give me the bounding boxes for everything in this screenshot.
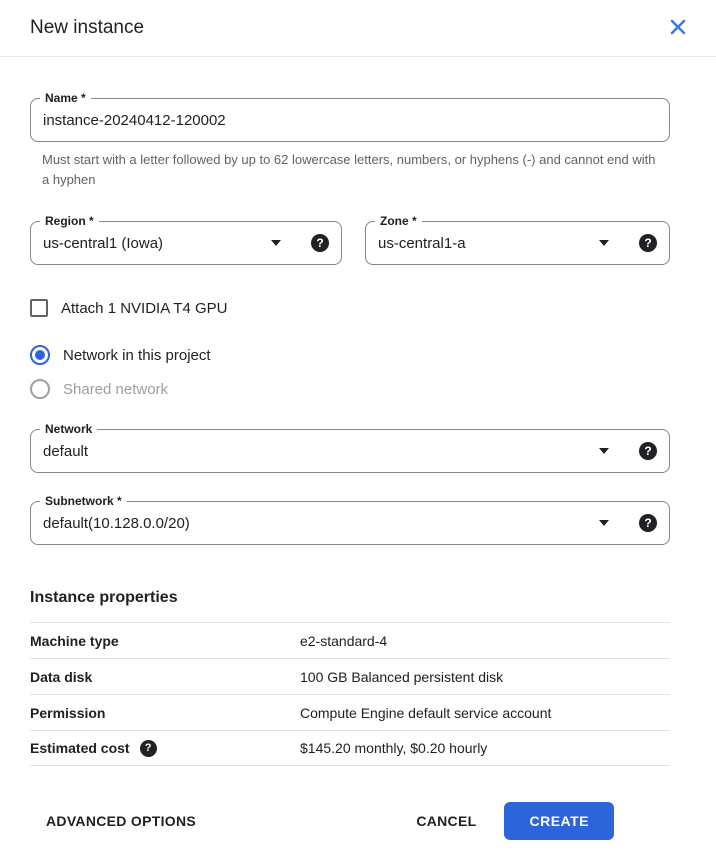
network-selected-value: default [43,442,89,460]
property-label: Data disk [30,668,93,685]
region-help-icon[interactable]: ? [311,234,329,252]
chevron-down-icon [599,448,609,454]
close-button[interactable] [664,14,692,42]
region-select[interactable] [30,214,342,265]
dialog-body [0,91,716,840]
dialog-header [0,0,716,57]
network-radio-group [30,345,670,399]
subnetwork-select-label: Subnetwork * [40,493,127,509]
region-selected-value: us-central1 (Iowa) [43,234,164,252]
property-value: 100 GB Balanced persistent disk [300,668,504,685]
network-select[interactable] [30,422,670,473]
estimated-cost-help-icon[interactable]: ? [140,740,157,757]
create-button[interactable]: CREATE [504,802,614,840]
table-row [30,730,670,766]
subnetwork-help-icon[interactable]: ? [639,514,657,532]
subnetwork-selected-value: default(10.128.0.0/20) [43,514,190,532]
name-field-label: Name * [40,90,91,106]
radio-label: Network in this project [63,346,211,364]
region-zone-row [30,214,670,265]
radio-label: Shared network [63,380,169,398]
dialog-footer [30,802,670,840]
radio-shared-network[interactable] [30,379,670,399]
instance-properties-heading: Instance properties [30,589,178,606]
radio-selected-icon [30,345,50,365]
table-row [30,694,670,730]
network-help-icon[interactable]: ? [639,442,657,460]
name-field [30,91,670,142]
instance-properties-table [30,622,670,766]
subnetwork-select[interactable] [30,494,670,545]
property-value: e2-standard-4 [300,632,388,649]
region-select-label: Region * [40,213,99,229]
chevron-down-icon [599,520,609,526]
network-select-label: Network [40,421,97,437]
property-label: Permission [30,704,106,721]
gpu-checkbox[interactable] [30,299,48,317]
radio-network-in-project[interactable] [30,345,670,365]
dialog-title: New instance [30,17,145,38]
gpu-checkbox-label: Attach 1 NVIDIA T4 GPU [61,299,228,317]
property-label: Machine type [30,632,119,649]
name-helper-text: Must start with a letter followed by up to 62 lowercase letters, numbers, or hyphens (-) and cannot end with a hyphen [42,152,656,187]
table-row [30,658,670,694]
close-icon [668,17,688,40]
name-input[interactable] [43,112,657,129]
table-row [30,622,670,658]
property-label: Estimated cost ? [30,740,300,757]
cancel-button[interactable]: CANCEL [402,803,490,839]
chevron-down-icon [599,240,609,246]
advanced-options-button[interactable]: ADVANCED OPTIONS [32,803,210,839]
zone-help-icon[interactable]: ? [639,234,657,252]
gpu-checkbox-row [30,298,670,318]
zone-select[interactable] [365,214,670,265]
radio-unselected-icon [30,379,50,399]
zone-selected-value: us-central1-a [378,234,466,252]
chevron-down-icon [271,240,281,246]
property-value: $145.20 monthly, $0.20 hourly [300,740,488,756]
property-value: Compute Engine default service account [300,704,552,721]
zone-select-label: Zone * [375,213,422,229]
